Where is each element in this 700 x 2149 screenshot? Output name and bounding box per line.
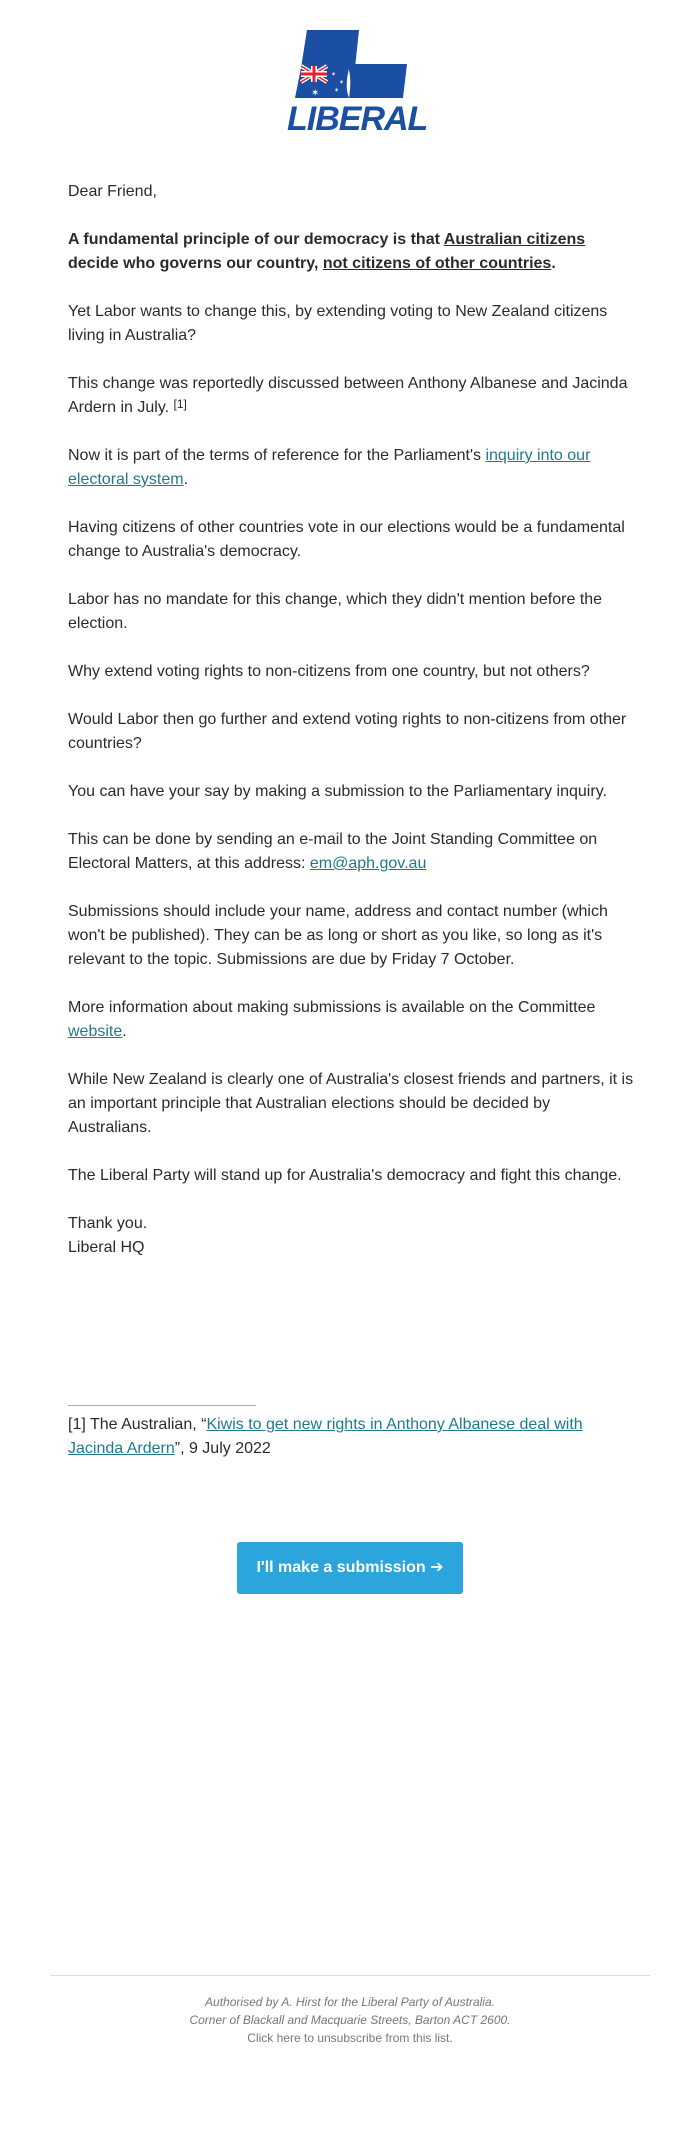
paragraph-2 xyxy=(68,372,634,420)
paragraph-11 xyxy=(68,996,634,1044)
signoff: Thank you. xyxy=(68,1215,148,1232)
svg-text:✶: ✶ xyxy=(334,87,340,94)
logo-wordmark: LIBERAL xyxy=(287,100,428,138)
paragraph-2-text: This change was reportedly discussed between Anthony Albanese and Jacinda Ardern in July. xyxy=(68,375,628,416)
footnote-ref: [1] xyxy=(173,397,187,411)
greeting: Dear Friend, xyxy=(68,183,157,200)
footer-authorisation: Authorised by A. Hirst for the Liberal Party of Australia. xyxy=(205,1995,495,2009)
svg-text:✶: ✶ xyxy=(311,88,320,99)
footer-divider xyxy=(50,1975,650,1976)
signoff-block xyxy=(68,1212,634,1260)
committee-website-link[interactable]: website xyxy=(68,1023,123,1040)
intro-text-d: not citizens of other countries xyxy=(322,255,552,272)
svg-text:✶: ✶ xyxy=(331,71,337,78)
paragraph-3-end: . xyxy=(183,471,189,488)
footnote-divider xyxy=(68,1405,256,1406)
paragraph-11-end: . xyxy=(122,1023,127,1040)
paragraph-1: Yet Labor wants to change this, by extending voting to New Zealand citizens living in Australia? xyxy=(68,303,608,344)
intro-text-c: decide who governs our country, xyxy=(68,255,323,272)
svg-text:✶: ✶ xyxy=(339,79,345,86)
signature: Liberal HQ xyxy=(68,1239,145,1256)
paragraph-11-text: More information about making submissions is available on the Committee xyxy=(68,999,596,1016)
paragraph-8: You can have your say by making a submission to the Parliamentary inquiry. xyxy=(68,783,607,800)
paragraph-9-text: This can be done by sending an e-mail to the Joint Standing Committee on Electoral Matters, at this address: xyxy=(68,831,598,872)
intro-paragraph xyxy=(68,228,634,276)
footnote-article-link[interactable]: Kiwis to get new rights in Anthony Albanese deal with Jacinda Ardern xyxy=(68,1416,583,1457)
footer xyxy=(50,1993,650,2047)
make-submission-button[interactable]: I'll make a submission ➔ xyxy=(237,1542,463,1594)
paragraph-3-text: Now it is part of the terms of reference for the Parliament's xyxy=(68,447,486,464)
footnote-date: ”, 9 July 2022 xyxy=(174,1440,271,1457)
paragraph-3 xyxy=(68,444,634,492)
inquiry-link[interactable]: inquiry into our electoral system xyxy=(68,447,591,488)
paragraph-13: The Liberal Party will stand up for Australia's democracy and fight this change. xyxy=(68,1167,622,1184)
paragraph-9 xyxy=(68,828,634,876)
liberal-flag-emblem-icon xyxy=(287,28,413,108)
paragraph-12: While New Zealand is clearly one of Australia's closest friends and partners, it is an important principle that Australian elections should be decided by Australians. xyxy=(68,1071,634,1136)
paragraph-10: Submissions should include your name, address and contact number (which won't be published). They can be as long or short as you like, so long as it's relevant to the topic. Submissions are due by Friday 7 October. xyxy=(68,903,608,968)
liberal-logo xyxy=(287,28,428,138)
footnote-text: [1] The Australian, “ xyxy=(68,1416,207,1433)
paragraph-4: Having citizens of other countries vote in our elections would be a fundamental change to Australia's democracy. xyxy=(68,519,625,560)
email-address-link[interactable]: em@aph.gov.au xyxy=(309,855,427,872)
footnote xyxy=(68,1413,634,1461)
intro-text-b: Australian citizens xyxy=(443,231,586,248)
paragraph-5: Labor has no mandate for this change, which they didn't mention before the election. xyxy=(68,591,603,632)
paragraph-7: Would Labor then go further and extend voting rights to non-citizens from other countries? xyxy=(68,711,627,752)
footer-address: Corner of Blackall and Macquarie Streets, Barton ACT 2600. xyxy=(189,2013,511,2027)
intro-text-e: . xyxy=(551,255,556,272)
intro-text-a: A fundamental principle of our democracy is that xyxy=(68,231,444,248)
paragraph-6: Why extend voting rights to non-citizens from one country, but not others? xyxy=(68,663,590,680)
email-body xyxy=(68,180,634,1260)
unsubscribe-link[interactable]: Click here to unsubscribe from this list. xyxy=(247,2031,453,2045)
